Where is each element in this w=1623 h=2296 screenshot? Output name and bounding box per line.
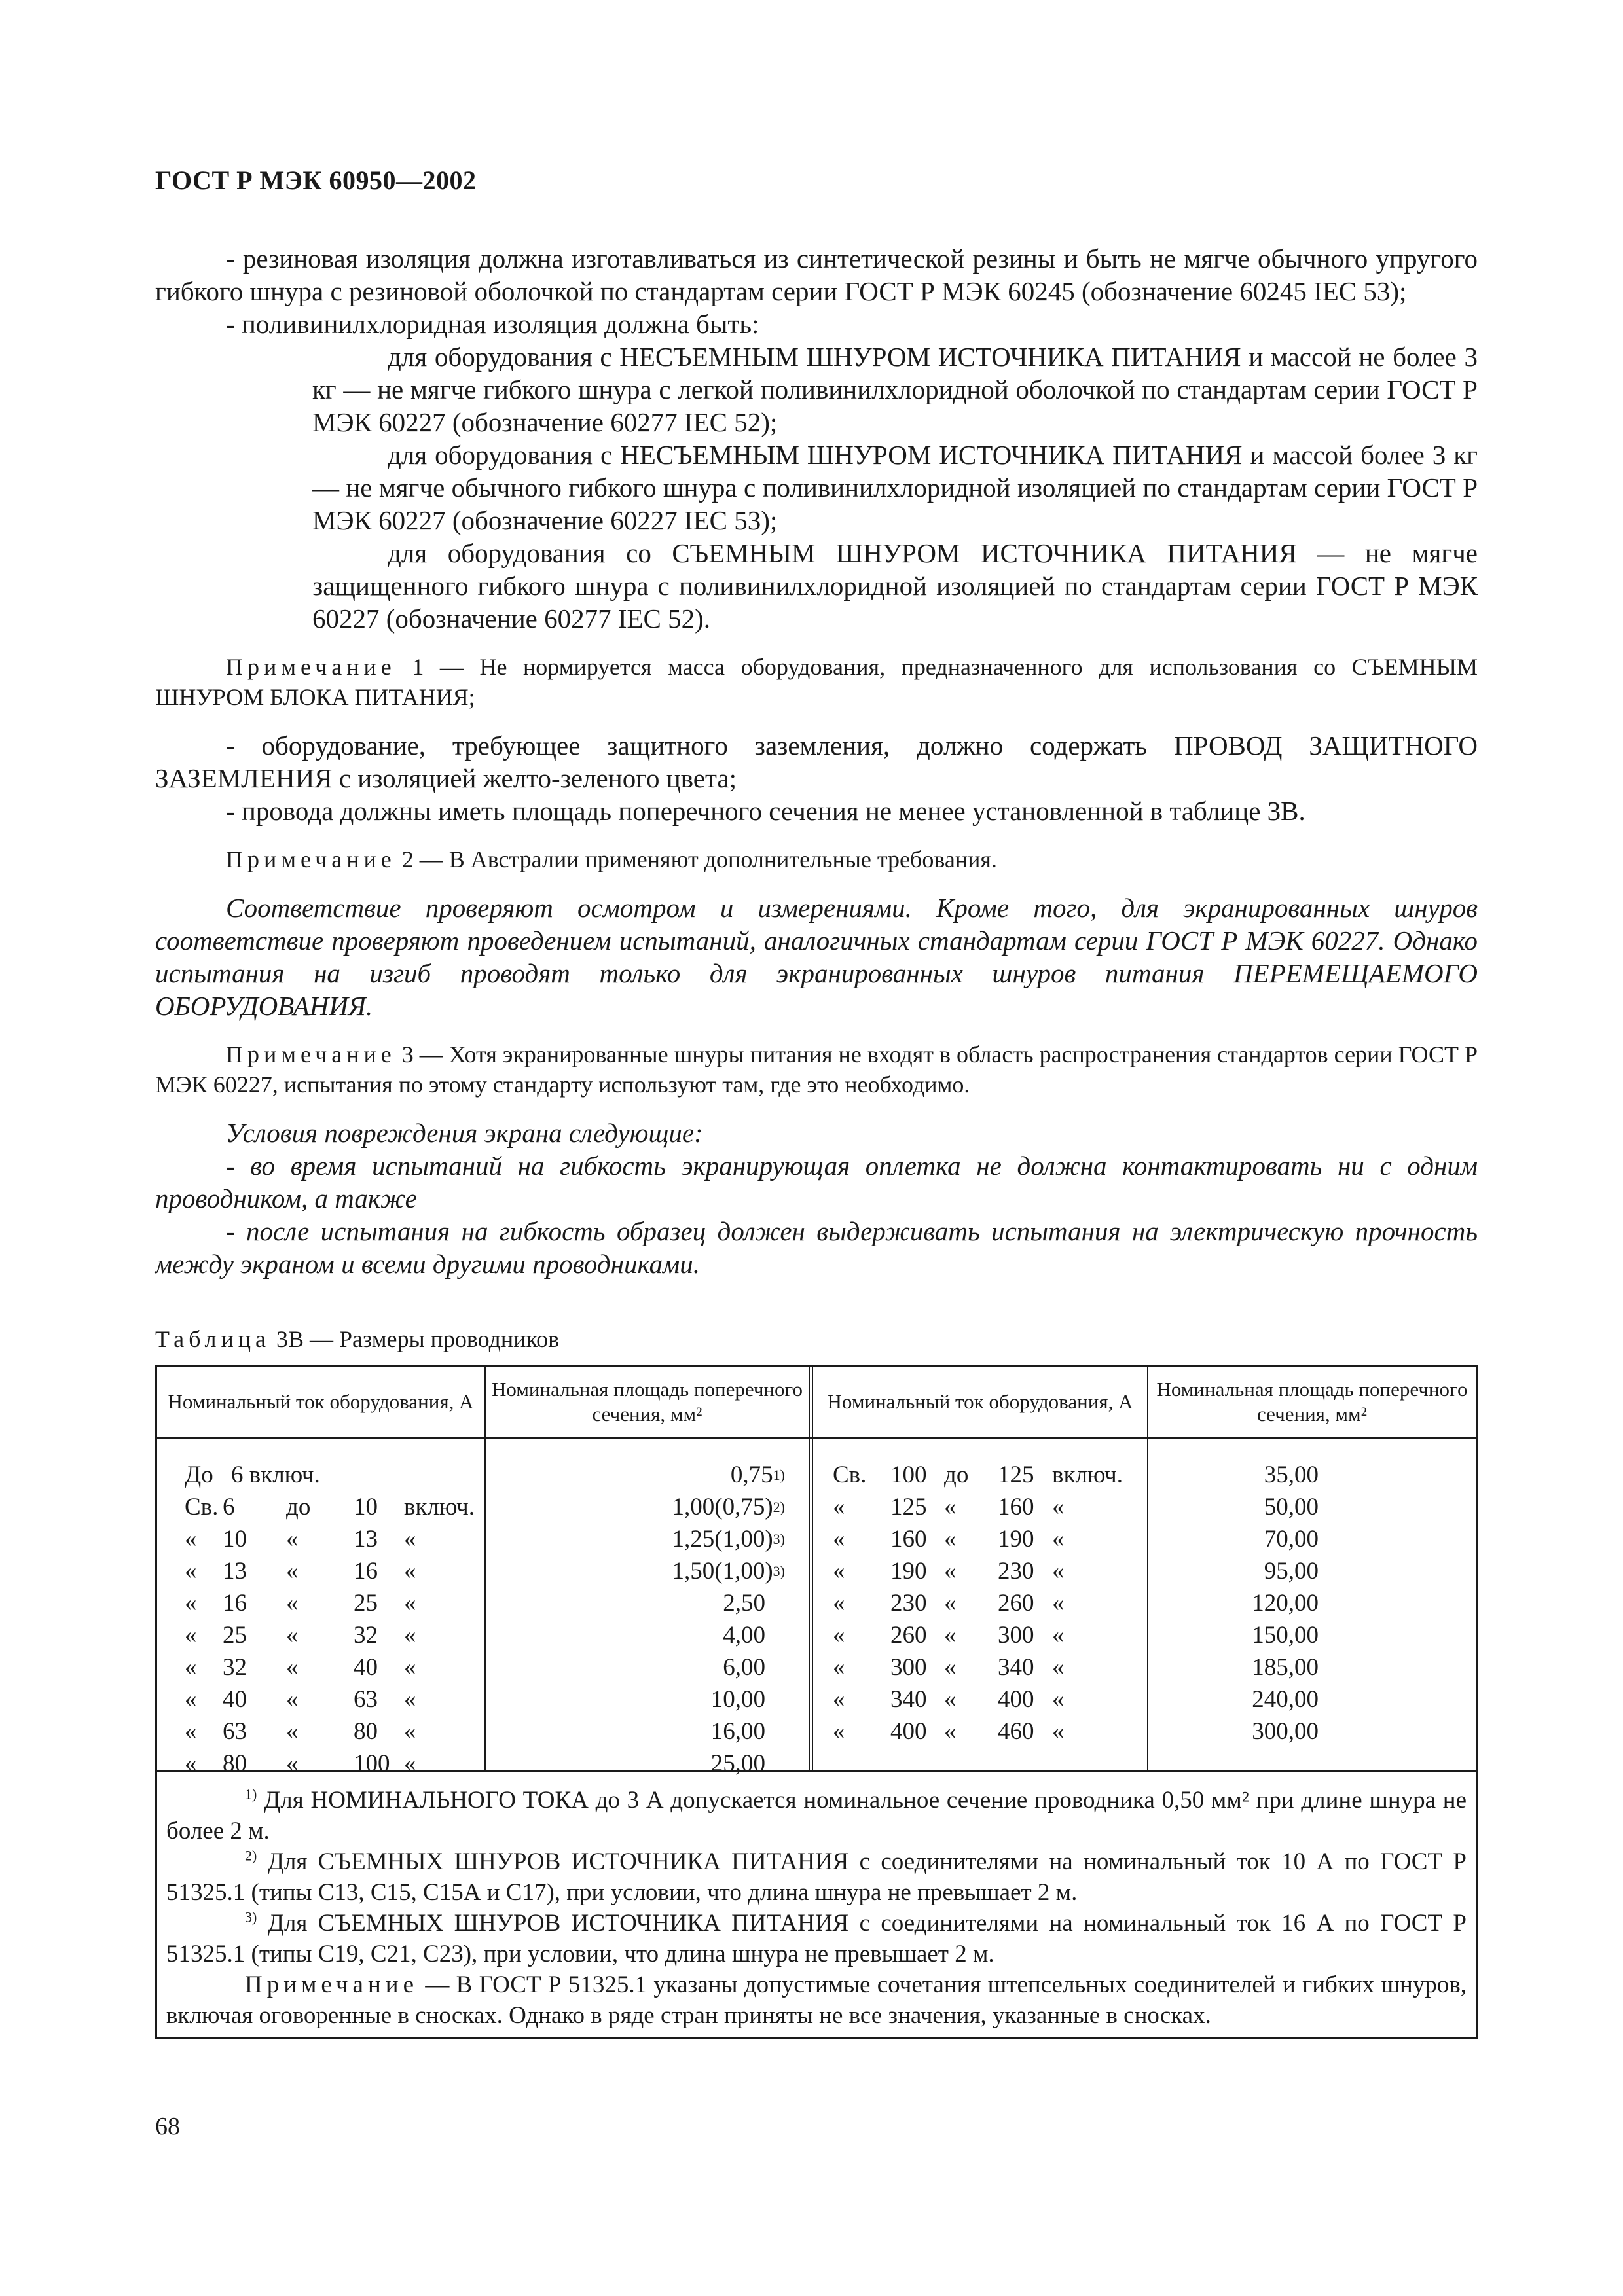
area-number: 1,50(1,00) xyxy=(672,1558,773,1585)
range-to: « xyxy=(286,1686,299,1713)
range-value: 260 xyxy=(998,1590,1034,1617)
range-value: 190 xyxy=(890,1558,927,1585)
range-prefix: « xyxy=(833,1654,845,1681)
range-value: 460 xyxy=(998,1718,1034,1745)
range-suffix: « xyxy=(1052,1590,1065,1617)
range-value: 160 xyxy=(890,1526,927,1552)
range-to: до xyxy=(286,1494,311,1520)
note-text: 1 — Не нормируется масса оборудования, предназначенного для использования со СЪЕМНЫМ ШНУРОМ БЛОКА ПИТАНИЯ; xyxy=(155,654,1478,710)
range-prefix: « xyxy=(185,1654,197,1681)
area-number: 25,00 xyxy=(710,1750,765,1777)
paragraph-pvc-light: для оборудования с НЕСЪЕМНЫМ ШНУРОМ ИСТОЧНИКА ПИТАНИЯ и массой не более 3 кг — не мягче гибкого шнура с легкой поливинилхлоридной оболочкой по стандартам серии ГОСТ Р МЭК 60227 (обозначение 60277 IEC 52); xyxy=(312,342,1478,437)
range-value: 32 xyxy=(354,1622,378,1649)
range-suffix: включ. xyxy=(404,1494,475,1520)
range-row xyxy=(813,1683,1147,1715)
range-suffix: « xyxy=(404,1526,416,1552)
range-value: 340 xyxy=(890,1686,927,1713)
range-suffix: « xyxy=(1052,1718,1065,1745)
range-suffix: « xyxy=(1052,1558,1065,1585)
note-3 xyxy=(155,1039,1478,1100)
table-header-row xyxy=(157,1367,1476,1439)
range-to: « xyxy=(944,1526,957,1552)
range-value: 300 xyxy=(998,1622,1034,1649)
conductor-size-table xyxy=(155,1365,1478,2039)
range-suffix: « xyxy=(404,1558,416,1585)
table-body xyxy=(157,1439,1476,1777)
range-value: 230 xyxy=(890,1590,927,1617)
range-prefix: « xyxy=(185,1526,197,1552)
table-footnotes xyxy=(157,1772,1476,2037)
column-current-right xyxy=(813,1439,1148,1770)
range-suffix: « xyxy=(1052,1494,1065,1520)
footnote-2 xyxy=(166,1846,1467,1908)
range-to: « xyxy=(944,1686,957,1713)
paragraph-pvc-insulation: - поливинилхлоридная изоляция должна быть: xyxy=(226,309,759,339)
range-suffix: « xyxy=(404,1750,416,1777)
range-prefix: Св. xyxy=(833,1462,867,1488)
area-number: 0,75 xyxy=(730,1462,773,1488)
range-row xyxy=(157,1651,484,1683)
range-to: до xyxy=(944,1462,969,1488)
area-value: 1,00(0,75) 2) xyxy=(672,1494,785,1520)
note-text: 2 — В Австралии применяют дополнительные требования. xyxy=(401,846,997,872)
range-prefix: « xyxy=(185,1622,197,1649)
note-1 xyxy=(155,652,1478,712)
note-label: Примечание xyxy=(245,1971,418,1998)
range-prefix: « xyxy=(833,1494,845,1520)
table-note xyxy=(166,1969,1467,2031)
range-to: « xyxy=(944,1590,957,1617)
area-value: 1,50(1,00) 3) xyxy=(672,1558,785,1585)
footnote-text: Для СЪЕМНЫХ ШНУРОВ ИСТОЧНИКА ПИТАНИЯ с соединителями на номинальный ток 16 А по ГОСТ Р 51325.1 (типы С19, С21, С23), при условии, что длина шнура не превышает 2 м. xyxy=(166,1910,1467,1967)
footnote-mark: 3) xyxy=(245,1909,257,1926)
range-value: 6 xyxy=(223,1494,235,1520)
area-value xyxy=(486,1587,809,1619)
table-caption-text: 3В — Размеры проводников xyxy=(276,1326,560,1352)
note-2 xyxy=(155,844,1478,874)
range-value: 190 xyxy=(998,1526,1034,1552)
range-suffix: « xyxy=(404,1590,416,1617)
range-prefix: « xyxy=(185,1750,197,1777)
range-value: 100 xyxy=(354,1750,390,1777)
range-prefix: « xyxy=(833,1718,845,1745)
paragraph-screen-strength: - после испытания на гибкость образец должен выдерживать испытания на электрическую прочность между экраном и всеми другими проводниками. xyxy=(155,1216,1478,1279)
range-row xyxy=(157,1459,484,1491)
range-value: 32 xyxy=(223,1654,247,1681)
range-suffix: « xyxy=(1052,1526,1065,1552)
area-value: 1,25(1,00) 3) xyxy=(672,1526,785,1552)
range-row xyxy=(813,1555,1147,1587)
footnote-1 xyxy=(166,1785,1467,1846)
range-value: 40 xyxy=(354,1654,378,1681)
document-header: ГОСТ Р МЭК 60950—2002 xyxy=(155,166,477,195)
area-number: 1,25(1,00) xyxy=(672,1526,773,1552)
range-to: « xyxy=(286,1526,299,1552)
range-prefix: « xyxy=(833,1590,845,1617)
range-value: 230 xyxy=(998,1558,1034,1585)
page-number: 68 xyxy=(155,2113,180,2140)
range-value: 10 xyxy=(354,1494,378,1520)
range-row xyxy=(157,1555,484,1587)
range-to: « xyxy=(944,1718,957,1745)
range-value: 125 xyxy=(998,1462,1034,1488)
range-row xyxy=(157,1748,484,1780)
area-value: 0,75 1) xyxy=(730,1462,785,1488)
area-number: 4,00 xyxy=(723,1622,765,1649)
range-prefix: « xyxy=(185,1590,197,1617)
range-to: « xyxy=(286,1590,299,1617)
range-suffix: « xyxy=(1052,1622,1065,1649)
range-value: 400 xyxy=(998,1686,1034,1713)
range-row xyxy=(813,1651,1147,1683)
area-value: 240,00 xyxy=(1252,1686,1319,1713)
note-label: Примечание xyxy=(226,654,396,680)
range-value: 260 xyxy=(890,1622,927,1649)
range-suffix: « xyxy=(1052,1654,1065,1681)
range-suffix: « xyxy=(404,1718,416,1745)
range-value: 63 xyxy=(223,1718,247,1745)
area-value xyxy=(486,1748,809,1780)
area-value: 70,00 xyxy=(1264,1526,1319,1552)
range-value: 400 xyxy=(890,1718,927,1745)
range-value: 80 xyxy=(354,1718,378,1745)
footnote-mark: 2) xyxy=(245,1847,257,1864)
header-area-left: Номинальная площадь поперечного сечения, мм² xyxy=(486,1367,813,1437)
range-row xyxy=(157,1587,484,1619)
range-value: 40 xyxy=(223,1686,247,1713)
range-row xyxy=(157,1491,484,1523)
range-row xyxy=(813,1459,1147,1491)
range-value: 160 xyxy=(998,1494,1034,1520)
footnote-text: Для СЪЕМНЫХ ШНУРОВ ИСТОЧНИКА ПИТАНИЯ с соединителями на номинальный ток 10 А по ГОСТ Р 51325.1 (типы С13, С15, С15А и С17), при условии, что длина шнура не превышает 2 м. xyxy=(166,1848,1467,1906)
area-value xyxy=(486,1651,809,1683)
range-to: « xyxy=(286,1750,299,1777)
range-to: « xyxy=(944,1654,957,1681)
area-value xyxy=(486,1715,809,1748)
area-number: 1,00(0,75) xyxy=(672,1494,773,1520)
range-value: 300 xyxy=(890,1654,927,1681)
range-to: « xyxy=(286,1622,299,1649)
paragraph-earthing: - оборудование, требующее защитного заземления, должно содержать ПРОВОД ЗАЩИТНОГО ЗАЗЕМЛЕНИЯ с изоляцией желто-зеленого цвета; xyxy=(155,730,1478,793)
area-number: 16,00 xyxy=(710,1718,765,1745)
paragraph-screen-contact: - во время испытаний на гибкость экранирующая оплетка не должна контактировать ни с одним проводником, а также xyxy=(155,1151,1478,1213)
area-number: 2,50 xyxy=(723,1590,765,1617)
range-value: 6 включ. xyxy=(231,1462,320,1488)
range-row xyxy=(157,1683,484,1715)
range-prefix: « xyxy=(185,1686,197,1713)
range-suffix: « xyxy=(404,1654,416,1681)
note-text: 3 — Хотя экранированные шнуры питания не входят в область распространения стандартов серии ГОСТ Р МЭК 60227, испытания по этому стандарту используют там, где это необходимо. xyxy=(155,1041,1478,1098)
range-value: 13 xyxy=(354,1526,378,1552)
header-area-right: Номинальная площадь поперечного сечения, мм² xyxy=(1156,1378,1468,1426)
range-value: 25 xyxy=(223,1622,247,1649)
column-area-left xyxy=(486,1439,813,1777)
area-value: 50,00 xyxy=(1264,1494,1319,1520)
range-row xyxy=(157,1715,484,1748)
range-suffix: « xyxy=(1052,1686,1065,1713)
range-prefix: До xyxy=(185,1462,213,1488)
range-value: 13 xyxy=(223,1558,247,1585)
range-value: 125 xyxy=(890,1494,927,1520)
column-current-left xyxy=(157,1439,486,1777)
range-value: 16 xyxy=(223,1590,247,1617)
paragraph-pvc-heavy: для оборудования с НЕСЪЕМНЫМ ШНУРОМ ИСТОЧНИКА ПИТАНИЯ и массой более 3 кг — не мягче обычного гибкого шнура с поливинилхлоридной изоляцией по стандартам серии ГОСТ Р МЭК 60227 (обозначение 60227 IEC 53); xyxy=(312,440,1478,535)
range-to: « xyxy=(944,1494,957,1520)
column-area-right xyxy=(1148,1439,1476,1770)
area-value xyxy=(486,1619,809,1651)
range-suffix: включ. xyxy=(1052,1462,1123,1488)
range-suffix: « xyxy=(404,1622,416,1649)
range-to: « xyxy=(286,1718,299,1745)
range-row xyxy=(813,1587,1147,1619)
range-prefix: « xyxy=(833,1526,845,1552)
body-text xyxy=(155,242,1478,1280)
note-label: Примечание xyxy=(226,1041,396,1067)
range-value: 16 xyxy=(354,1558,378,1585)
range-prefix: « xyxy=(833,1622,845,1649)
paragraph-pvc-detachable: для оборудования со СЪЕМНЫМ ШНУРОМ ИСТОЧНИКА ПИТАНИЯ — не мягче защищенного гибкого шнура с поливинилхлоридной изоляцией по стандартам серии ГОСТ Р МЭК 60227 (обозначение 60277 IEC 52). xyxy=(312,538,1478,634)
table-caption xyxy=(155,1325,559,1353)
area-value xyxy=(486,1683,809,1715)
area-value: 120,00 xyxy=(1252,1590,1319,1617)
footnote-mark: 1) xyxy=(245,1785,257,1803)
area-number: 6,00 xyxy=(723,1654,765,1681)
table-caption-label: Таблица xyxy=(155,1326,270,1352)
area-value: 300,00 xyxy=(1252,1718,1319,1745)
area-value: 35,00 xyxy=(1264,1462,1319,1488)
note-label: Примечание xyxy=(226,846,396,872)
range-prefix: « xyxy=(833,1686,845,1713)
range-suffix: « xyxy=(404,1686,416,1713)
range-row xyxy=(813,1715,1147,1748)
range-row xyxy=(813,1523,1147,1555)
area-number: 10,00 xyxy=(710,1686,765,1713)
range-value: 100 xyxy=(890,1462,927,1488)
area-value: 185,00 xyxy=(1252,1654,1319,1681)
paragraph-rubber-insulation: - резиновая изоляция должна изготавливаться из синтетической резины и быть не мягче обычного упругого гибкого шнура с резиновой оболочкой по стандартам серии ГОСТ Р МЭК 60245 (обозначение 60245 IEC 53); xyxy=(155,243,1478,306)
range-row xyxy=(813,1491,1147,1523)
header-current-left: Номинальный ток оборудования, А xyxy=(157,1367,486,1437)
paragraph-compliance: Соответствие проверяют осмотром и измерениями. Кроме того, для экранированных шнуров соответствие проверяют проведением испытаний, аналогичных стандартам серии ГОСТ Р МЭК 60227. Однако испытания на изгиб проводят только для экранированных шнуров питания ПЕРЕМЕЩАЕМОГО ОБОРУДОВАНИЯ. xyxy=(155,893,1478,1021)
range-prefix: « xyxy=(185,1718,197,1745)
area-value: 95,00 xyxy=(1264,1558,1319,1585)
header-current-right: Номинальный ток оборудования, А xyxy=(813,1367,1148,1437)
range-prefix: « xyxy=(833,1558,845,1585)
range-to: « xyxy=(944,1558,957,1585)
range-to: « xyxy=(286,1654,299,1681)
footnote-3 xyxy=(166,1908,1467,1969)
area-value: 150,00 xyxy=(1252,1622,1319,1649)
range-value: 63 xyxy=(354,1686,378,1713)
range-to: « xyxy=(944,1622,957,1649)
range-value: 25 xyxy=(354,1590,378,1617)
paragraph-screen-damage: Условия повреждения экрана следующие: xyxy=(226,1118,703,1148)
range-prefix: Св. xyxy=(185,1494,219,1520)
range-value: 340 xyxy=(998,1654,1034,1681)
range-prefix: « xyxy=(185,1558,197,1585)
range-value: 10 xyxy=(223,1526,247,1552)
range-value: 80 xyxy=(223,1750,247,1777)
range-row xyxy=(157,1619,484,1651)
note-text: — В ГОСТ Р 51325.1 указаны допустимые сочетания штепсельных соединителей и гибких шнуров, включая оговоренные в сносках. Однако в ряде стран приняты не все значения, указанные в сносках. xyxy=(166,1971,1467,2029)
paragraph-cross-section: - провода должны иметь площадь поперечного сечения не менее установленной в таблице 3В. xyxy=(226,796,1305,826)
footnote-text: Для НОМИНАЛЬНОГО ТОКА до 3 А допускается номинальное сечение проводника 0,50 мм² при длине шнура не более 2 м. xyxy=(166,1787,1467,1844)
range-to: « xyxy=(286,1558,299,1585)
range-row xyxy=(813,1619,1147,1651)
range-row xyxy=(157,1523,484,1555)
